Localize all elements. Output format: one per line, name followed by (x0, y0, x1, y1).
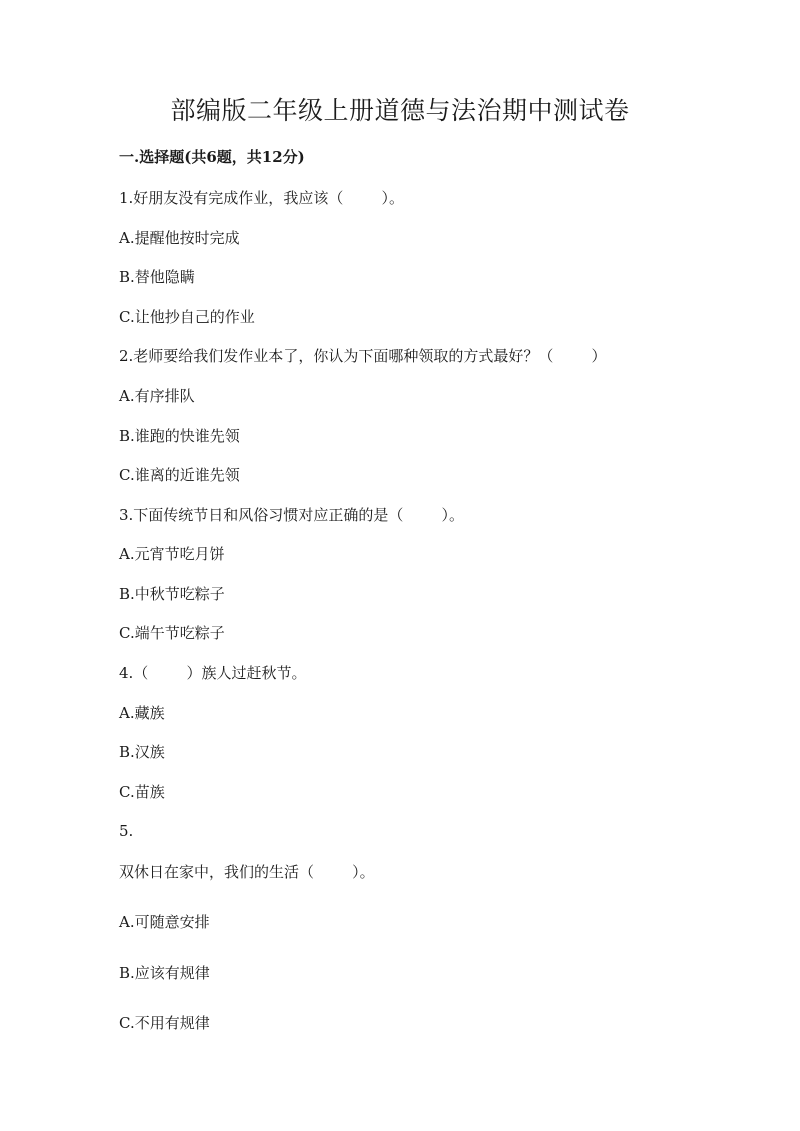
question-5-option-b: B.应该有规律 (119, 964, 210, 982)
question-1-option-b: B.替他隐瞒 (119, 268, 195, 286)
question-1-option-a: A.提醒他按时完成 (119, 229, 240, 247)
question-3-option-c: C.端午节吃粽子 (119, 624, 225, 642)
question-4-stem: 4.（ ）族人过赶秋节。 (119, 664, 307, 682)
question-5-option-c: C.不用有规律 (119, 1014, 210, 1032)
question-5-number: 5. (119, 822, 134, 840)
question-3-stem: 3.下面传统节日和风俗习惯对应正确的是（ ）。 (119, 506, 464, 524)
question-2-option-c: C.谁离的近谁先领 (119, 466, 240, 484)
question-5-option-a: A.可随意安排 (119, 913, 210, 931)
question-4-option-c: C.苗族 (119, 783, 165, 801)
question-2-option-a: A.有序排队 (119, 387, 195, 405)
question-1-stem: 1.好朋友没有完成作业，我应该（ ）。 (119, 189, 404, 207)
question-1-option-c: C.让他抄自己的作业 (119, 308, 255, 326)
question-3-option-a: A.元宵节吃月饼 (119, 545, 225, 563)
question-4-option-a: A.藏族 (119, 704, 165, 722)
question-2-option-b: B.谁跑的快谁先领 (119, 427, 240, 445)
question-2-stem: 2.老师要给我们发作业本了，你认为下面哪种领取的方式最好？（ ） (119, 347, 607, 365)
page-title: 部编版二年级上册道德与法治期中测试卷 (170, 96, 630, 125)
question-3-option-b: B.中秋节吃粽子 (119, 585, 225, 603)
question-4-option-b: B.汉族 (119, 743, 165, 761)
section-heading: 一.选择题(共6题，共12分) (119, 148, 305, 166)
question-5-stem: 双休日在家中，我们的生活（ ）。 (119, 863, 375, 881)
